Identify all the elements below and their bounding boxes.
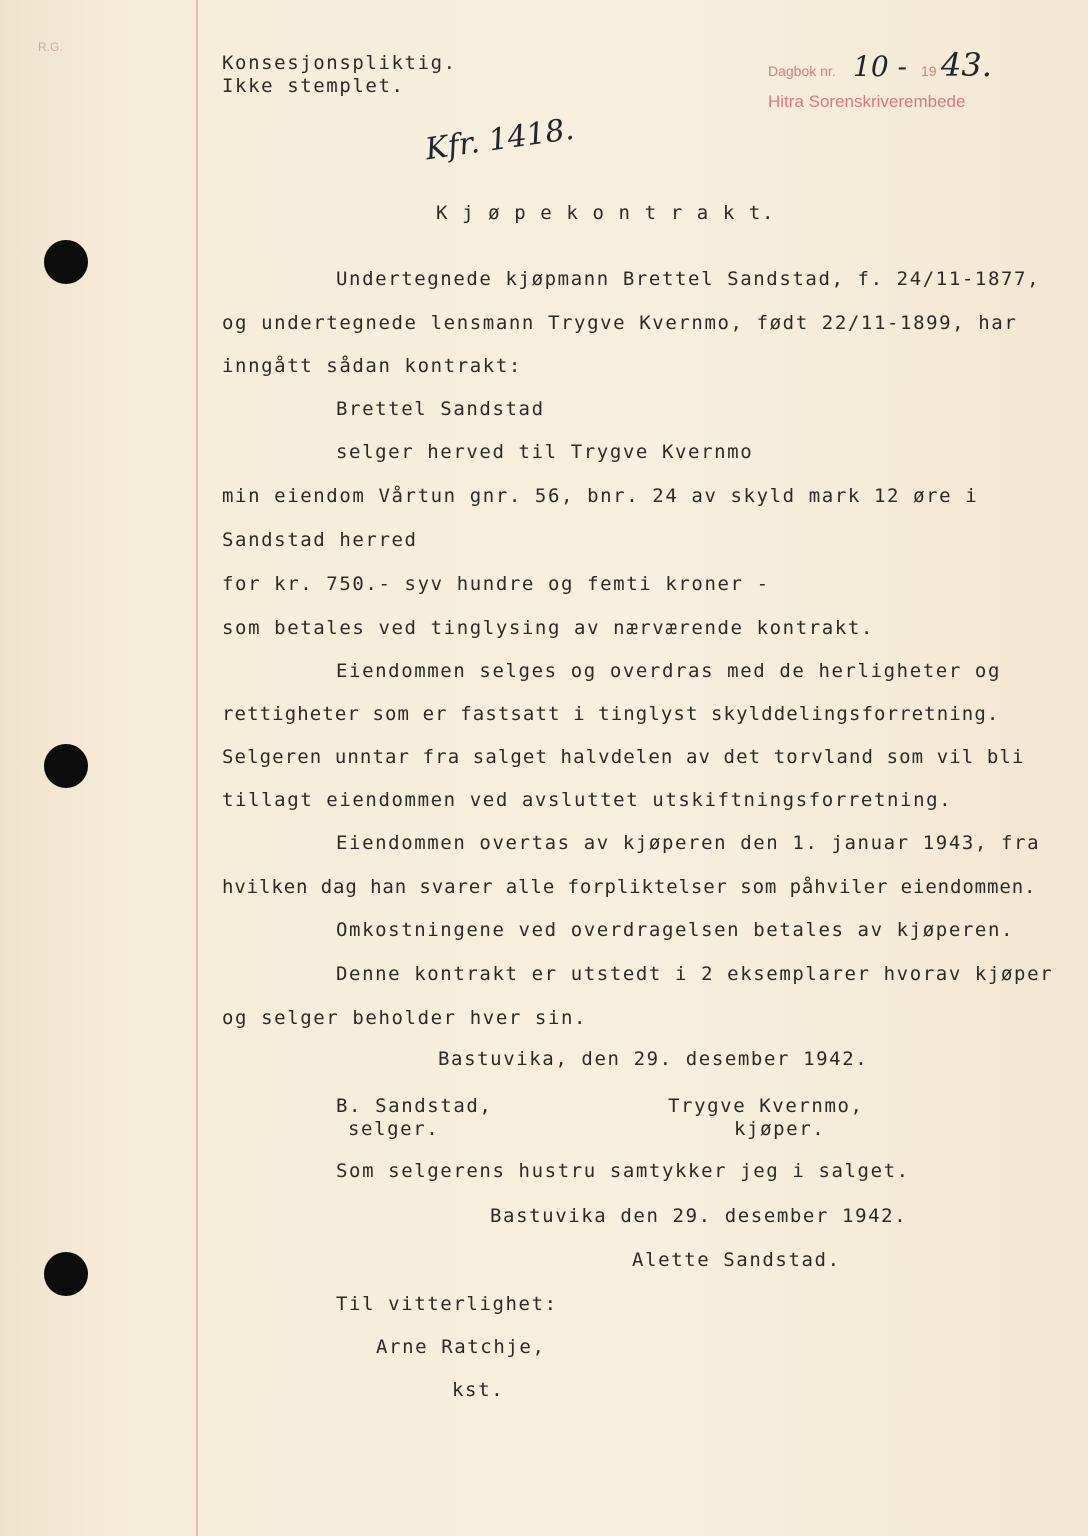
body-line-6: min eiendom Vårtun gnr. 56, bnr. 24 av skyld mark 12 øre i <box>222 485 979 507</box>
document-title: K j ø p e k o n t r a k t. <box>436 202 776 224</box>
punch-hole-middle <box>44 744 88 788</box>
pencil-corner-mark: R.G. <box>38 40 63 54</box>
body-line-16: Omkostningene ved overdragelsen betales av kjøperen. <box>336 919 1015 941</box>
wife-signature: Alette Sandstad. <box>632 1249 841 1271</box>
stamp-number-handwritten: 10 - <box>853 50 907 83</box>
stamp-year-handwritten: 43. <box>941 46 992 84</box>
signing-place-date: Bastuvika, den 29. desember 1942. <box>438 1048 869 1070</box>
witness-label: Til vitterlighet: <box>336 1293 558 1315</box>
punch-hole-bottom <box>44 1252 88 1296</box>
body-line-18: og selger beholder hver sin. <box>222 1007 588 1029</box>
witness-name: Arne Ratchje, <box>376 1336 546 1358</box>
handwritten-reference: Kfr. 1418. <box>423 111 577 168</box>
body-line-17: Denne kontrakt er utstedt i 2 eksemplarer hvorav kjøper <box>336 963 1054 985</box>
signing-place-date-2: Bastuvika den 29. desember 1942. <box>490 1205 908 1227</box>
stamp-dagbok-label: Dagbok nr. <box>768 63 836 79</box>
body-line-12: Selgeren unntar fra salget halvdelen av det torvland som vil bli <box>222 746 1025 768</box>
seller-name: B. Sandstad, <box>336 1095 493 1117</box>
body-line-4: Brettel Sandstad <box>336 398 545 420</box>
body-line-8: for kr. 750.- syv hundre og femti kroner - <box>222 573 770 595</box>
witness-title: kst. <box>452 1379 505 1401</box>
buyer-name: Trygve Kvernmo, <box>668 1095 864 1117</box>
header-line-1: Konsesjonspliktig. <box>222 52 457 74</box>
body-line-2: og undertegnede lensmann Trygve Kvernmo, født 22/11-1899, har <box>222 312 1018 334</box>
stamp-office: Hitra Sorenskriverembede <box>768 92 966 111</box>
body-line-9: som betales ved tinglysing av nærværende kontrakt. <box>222 617 874 639</box>
body-line-15: hvilken dag han svarer alle forpliktelser som påhviler eiendommen. <box>222 876 1037 898</box>
margin-rule <box>196 0 198 1536</box>
body-line-10: Eiendommen selges og overdras med de herligheter og <box>336 660 1001 682</box>
body-line-13: tillagt eiendommen ved avsluttet utskiftningsforretning. <box>222 789 953 811</box>
body-line-7: Sandstad herred <box>222 529 418 551</box>
body-line-3: inngått sådan kontrakt: <box>222 355 522 377</box>
seller-role: selger. <box>348 1118 440 1140</box>
punch-hole-top <box>44 240 88 284</box>
buyer-role: kjøper. <box>734 1118 826 1140</box>
body-line-11: rettigheter som er fastsatt i tinglyst skylddelingsforretning. <box>222 703 1000 725</box>
body-line-1: Undertegnede kjøpmann Brettel Sandstad, f. 24/11-1877, <box>336 268 1041 290</box>
header-line-2: Ikke stemplet. <box>222 75 405 97</box>
spouse-consent: Som selgerens hustru samtykker jeg i salget. <box>336 1160 910 1182</box>
stamp-year-prefix: 19 <box>921 63 937 79</box>
body-line-5: selger herved til Trygve Kvernmo <box>336 441 754 463</box>
body-line-14: Eiendommen overtas av kjøperen den 1. januar 1943, fra <box>336 832 1041 854</box>
